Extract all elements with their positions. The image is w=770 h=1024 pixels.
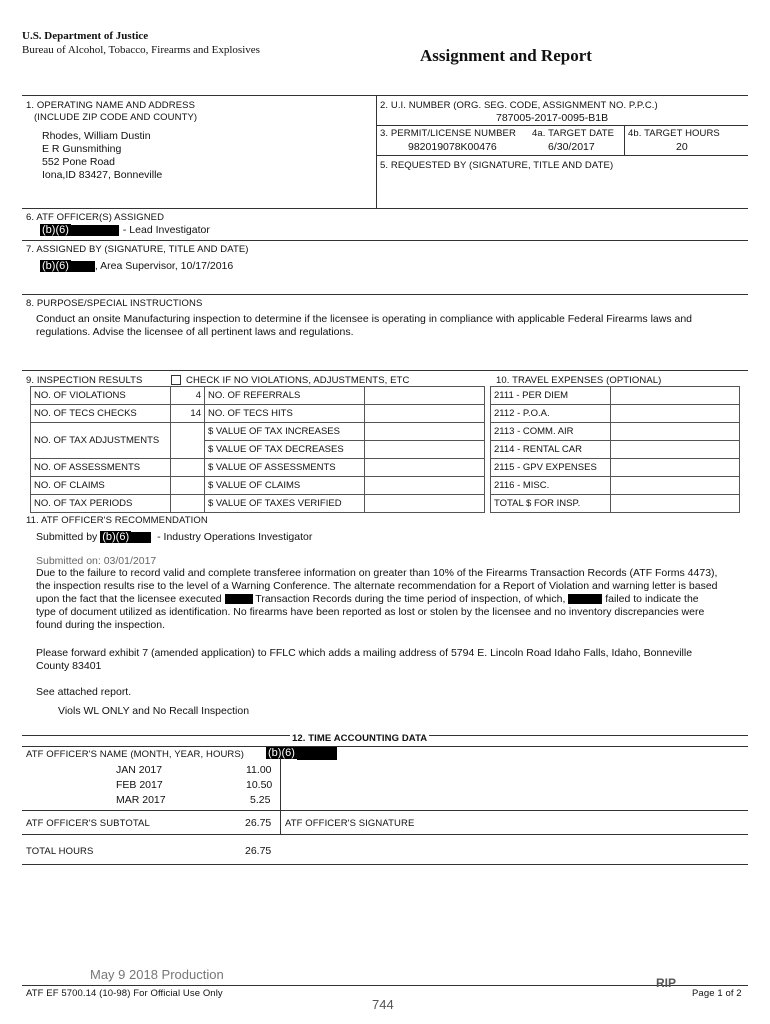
divider	[376, 125, 748, 126]
permit-number-label: 3. PERMIT/LICENSE NUMBER	[380, 128, 516, 139]
tax-periods-value	[171, 495, 205, 513]
tax-increases-label: $ VALUE OF TAX INCREASES	[205, 423, 365, 441]
recommendation-text: failed to indicate the type of document utilized as identification. No firearms have been reported as lost or stolen by the licensee and no inventory discrepancies were found during the inspection.	[36, 593, 705, 631]
redaction-box: (b)(6)	[42, 260, 69, 272]
month-mar: MAR 2017	[116, 794, 166, 806]
total-insp-label: TOTAL $ FOR INSP.	[491, 495, 611, 513]
production-stamp: May 9 2018 Production	[90, 967, 224, 982]
business-name: E R Gunsmithing	[42, 143, 122, 155]
requested-by-label: 5. REQUESTED BY (SIGNATURE, TITLE AND DATE)	[380, 160, 614, 171]
tecs-checks-value: 14	[171, 405, 205, 423]
claims-dollar-value	[365, 477, 485, 495]
inspection-results-label: 9. INSPECTION RESULTS	[26, 375, 143, 386]
subtotal-label: ATF OFFICER'S SUBTOTAL	[26, 818, 150, 829]
divider	[22, 240, 748, 241]
total-hours-value: 26.75	[245, 845, 272, 857]
assessments-dollar-value	[365, 459, 485, 477]
divider	[376, 95, 377, 208]
submitted-by-line	[36, 531, 312, 544]
assigned-by-label: 7. ASSIGNED BY (SIGNATURE, TITLE AND DATE)	[26, 244, 249, 255]
hours-feb: 10.50	[246, 779, 273, 791]
bureau-name: Bureau of Alcohol, Tobacco, Firearms and Explosives	[22, 44, 260, 56]
travel-expenses-table	[490, 386, 740, 513]
tax-periods-label: NO. OF TAX PERIODS	[31, 495, 171, 513]
table-row	[491, 459, 740, 477]
tecs-checks-label: NO. OF TECS CHECKS	[31, 405, 171, 423]
table-row	[491, 477, 740, 495]
divider	[280, 758, 281, 818]
assigned-by-line	[40, 260, 233, 273]
month-jan: JAN 2017	[116, 764, 163, 776]
total-insp-value	[611, 495, 740, 513]
page-of-label: Page 1 of 2	[692, 988, 742, 999]
officer-name-line	[266, 747, 337, 760]
comm-air-label: 2113 - COMM. AIR	[491, 423, 611, 441]
taxes-verified-value	[365, 495, 485, 513]
poa-label: 2112 - P.O.A.	[491, 405, 611, 423]
table-row	[491, 423, 740, 441]
department-name: U.S. Department of Justice	[22, 30, 149, 42]
redaction-box: (b)(6)	[268, 747, 295, 760]
time-accounting-label: 12. TIME ACCOUNTING DATA	[292, 733, 428, 744]
claims-value-label: $ VALUE OF CLAIMS	[205, 477, 365, 495]
redaction-box	[71, 261, 95, 272]
tax-increases-value	[365, 423, 485, 441]
assessments-value-label: $ VALUE OF ASSESSMENTS	[205, 459, 365, 477]
purpose-text: Conduct an onsite Manufacturing inspection to determine if the licensee is operating in compliance with applicable Federal Firearms laws and regulations. Advise the licensee of all pertinent laws and regulations.	[36, 313, 693, 338]
street-address: 552 Pone Road	[42, 156, 115, 168]
recommendation-text: Due to the failure to record valid and complete transferee information on greater than 10% of the Firearms Transaction Records (ATF Forms 4473), the inspection results rise to the level of a Warning Conference. The alternate recommendation for a Report of Violation and warning letter is based upon the fact that the licensee executed	[36, 567, 718, 605]
misc-label: 2116 - MISC.	[491, 477, 611, 495]
per-diem-label: 2111 - PER DIEM	[491, 387, 611, 405]
divider	[22, 985, 748, 986]
see-report-text: See attached report.	[36, 686, 132, 698]
submitted-on: Submitted on: 03/01/2017	[36, 555, 157, 567]
divider	[22, 810, 748, 811]
rental-car-label: 2114 - RENTAL CAR	[491, 441, 611, 459]
lead-investigator-role: - Lead Investigator	[122, 224, 210, 236]
divider	[376, 155, 748, 156]
divider	[280, 810, 281, 834]
divider	[22, 834, 748, 835]
violations-label: NO. OF VIOLATIONS	[31, 387, 171, 405]
forward-exhibit-text: Please forward exhibit 7 (amended application) to FFLC which adds a mailing address of 5794 E. Lincoln Road Idaho Falls, Idaho, Bonneville County 83401	[36, 647, 693, 672]
officer-assigned-line	[40, 224, 210, 237]
operating-name-label: 1. OPERATING NAME AND ADDRESS	[26, 100, 196, 111]
inspection-results-table	[30, 386, 485, 513]
total-hours-label: TOTAL HOURS	[26, 846, 94, 857]
tecs-hits-value	[365, 405, 485, 423]
per-diem-value	[611, 387, 740, 405]
tax-adjustments-label: NO. OF TAX ADJUSTMENTS	[31, 423, 171, 459]
tax-adjustments-value	[171, 423, 205, 459]
tax-decreases-value	[365, 441, 485, 459]
city-state-zip: Iona,ID 83427, Bonneville	[42, 169, 163, 181]
taxes-verified-label: $ VALUE OF TAXES VERIFIED	[205, 495, 365, 513]
viols-note: Viols WL ONLY and No Recall Inspection	[58, 705, 250, 717]
target-date-label: 4a. TARGET DATE	[532, 128, 615, 139]
table-row	[31, 387, 485, 405]
table-row	[31, 495, 485, 513]
recommendation-paragraph	[36, 567, 718, 632]
gpv-expenses-label: 2115 - GPV EXPENSES	[491, 459, 611, 477]
rental-car-value	[611, 441, 740, 459]
recommendation-label: 11. ATF OFFICER'S RECOMMENDATION	[26, 515, 208, 526]
ui-number-value: 787005-2017-0095-B1B	[496, 112, 609, 124]
redaction-box	[71, 225, 119, 236]
gpv-expenses-value	[611, 459, 740, 477]
table-row	[491, 405, 740, 423]
redaction-box	[225, 594, 253, 604]
divider	[624, 125, 625, 155]
divider	[22, 208, 748, 209]
misc-value	[611, 477, 740, 495]
operating-name-sublabel: (INCLUDE ZIP CODE AND COUNTY)	[34, 112, 198, 123]
subtotal-value: 26.75	[245, 817, 272, 829]
submitted-by-role: - Industry Operations Investigator	[157, 531, 313, 543]
divider	[22, 746, 748, 747]
target-date-value: 6/30/2017	[548, 141, 595, 153]
table-row	[31, 423, 485, 441]
claims-label: NO. OF CLAIMS	[31, 477, 171, 495]
assessments-value	[171, 459, 205, 477]
table-row	[31, 405, 485, 423]
redaction-box: (b)(6)	[102, 531, 130, 543]
referrals-value	[365, 387, 485, 405]
redaction-box	[568, 594, 602, 604]
purpose-label: 8. PURPOSE/SPECIAL INSTRUCTIONS	[26, 298, 203, 309]
hours-mar: 5.25	[250, 794, 271, 806]
comm-air-value	[611, 423, 740, 441]
no-violations-checkbox[interactable]	[171, 375, 181, 385]
permit-number-value: 982019078K00476	[408, 141, 497, 153]
month-feb: FEB 2017	[116, 779, 163, 791]
form-number: ATF EF 5700.14 (10-98) For Official Use Only	[26, 988, 223, 999]
table-row	[31, 477, 485, 495]
licensee-name: Rhodes, William Dustin	[42, 130, 151, 142]
ui-number-label: 2. U.I. NUMBER (ORG. SEG. CODE, ASSIGNMENT NO. P.P.C.)	[380, 100, 658, 111]
rip-mark: RIP	[656, 976, 677, 990]
claims-value	[171, 477, 205, 495]
travel-expenses-label: 10. TRAVEL EXPENSES (OPTIONAL)	[496, 375, 662, 386]
table-row	[491, 441, 740, 459]
divider	[22, 95, 748, 96]
referrals-label: NO. OF REFERRALS	[205, 387, 365, 405]
divider	[22, 370, 748, 371]
redaction-box	[131, 532, 151, 543]
redaction-box: (b)(6)	[42, 224, 69, 236]
officer-signature-label: ATF OFFICER'S SIGNATURE	[285, 818, 415, 829]
table-row	[491, 495, 740, 513]
submitted-by-prefix: Submitted by	[36, 531, 98, 543]
officers-assigned-label: 6. ATF OFFICER(S) ASSIGNED	[26, 212, 165, 223]
table-row	[31, 459, 485, 477]
target-hours-value: 20	[676, 141, 688, 153]
hours-jan: 11.00	[246, 764, 272, 776]
tax-decreases-label: $ VALUE OF TAX DECREASES	[205, 441, 365, 459]
recommendation-text: Transaction Records during the time period of inspection, of which,	[255, 593, 566, 605]
page-stamp-number: 744	[372, 997, 394, 1012]
assessments-label: NO. OF ASSESSMENTS	[31, 459, 171, 477]
form-title: Assignment and Report	[420, 46, 592, 65]
redaction-box	[297, 747, 337, 760]
poa-value	[611, 405, 740, 423]
officer-name-label: ATF OFFICER'S NAME (MONTH, YEAR, HOURS)	[26, 749, 245, 760]
table-row	[491, 387, 740, 405]
divider	[22, 864, 748, 865]
tecs-hits-label: NO. OF TECS HITS	[205, 405, 365, 423]
violations-value: 4	[171, 387, 205, 405]
target-hours-label: 4b. TARGET HOURS	[628, 128, 720, 139]
assigned-by-value: , Area Supervisor, 10/17/2016	[94, 260, 234, 272]
divider	[22, 294, 748, 295]
no-violations-check-label: CHECK IF NO VIOLATIONS, ADJUSTMENTS, ETC	[186, 375, 410, 386]
